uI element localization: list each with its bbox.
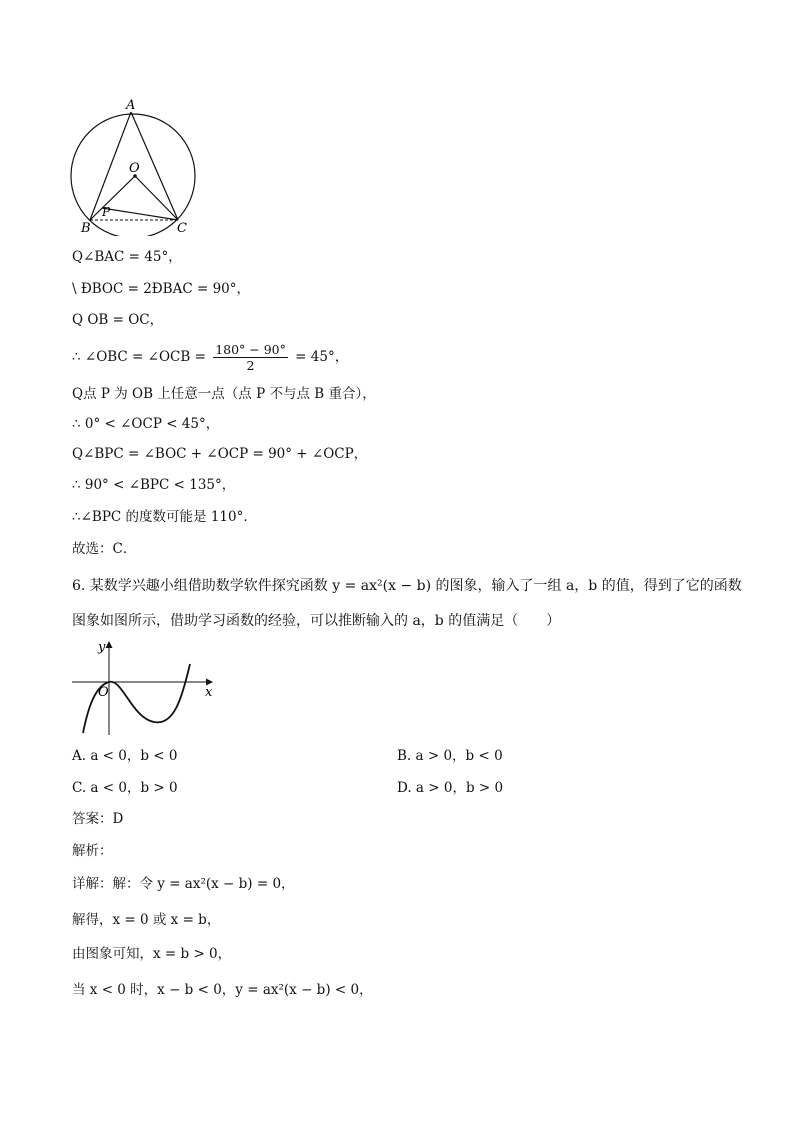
label-B: B [81,221,91,236]
solution-line-2: \ ÐBOC = 2ÐBAC = 90°， [72,281,251,297]
detail-line-1: 详解：解：令 y = ax²(x − b) = 0， [72,876,295,892]
solution-line-4-suffix: = 45°， [295,349,349,365]
option-B: B. a > 0，b < 0 [397,748,503,764]
answer-line: 答案：D [72,811,124,827]
solution-line-8: ∴ 90° < ∠BPC < 135°， [72,477,236,493]
solution-line-1: Q∠BAC = 45°， [72,249,182,265]
label-O: O [129,161,140,176]
segment-OC [135,176,178,220]
detail-line-4: 当 x < 0 时，x − b < 0，y = ax²(x − b) < 0， [72,982,373,998]
solution-line-3: Q OB = OC， [72,312,164,328]
solution-line-4-prefix: ∴ ∠OBC = ∠OCB = [72,349,206,365]
label-x: x [205,685,213,700]
function-graph-figure [70,638,220,738]
solution-line-6: ∴ 0° < ∠OCP < 45°， [72,416,220,432]
solution-line-9: ∴∠BPC 的度数可能是 110°． [72,509,257,525]
solution-line-5: Q点 P 为 OB 上任意一点（点 P 不与点 B 重合）， [72,386,376,402]
solution-line-7: Q∠BPC = ∠BOC + ∠OCP = 90° + ∠OCP， [72,446,368,462]
solution-line-4 [72,340,348,374]
question-6-line-2: 图象如图所示，借助学习函数的经验，可以推断输入的 a，b 的值满足（ ） [72,613,561,629]
analysis-heading: 解析： [72,843,113,859]
label-O: O [98,685,109,700]
segment-PC [102,208,178,220]
option-A: A. a < 0，b < 0 [72,748,178,764]
option-D: D. a > 0，b > 0 [397,780,504,796]
question-6-line-1: 6. 某数学兴趣小组借助数学软件探究函数 y = ax²(x − b) 的图象，输入了一组 a，b 的值，得到了它的函数 [72,578,742,594]
fraction-denominator: 2 [246,358,255,373]
label-C: C [177,221,187,236]
label-P: P [102,205,111,219]
detail-line-2: 解得，x = 0 或 x = b， [72,912,221,928]
fraction [213,342,288,373]
segment-AB [90,112,131,220]
detail-line-3: 由图象可知，x = b > 0， [72,946,232,962]
fraction-numerator: 180° − 90° [215,342,286,357]
segment-OB [90,176,135,220]
solution-line-10: 故选：C． [72,541,137,557]
circle-triangle-figure [66,96,206,236]
option-C: C. a < 0，b > 0 [72,780,178,796]
label-y: y [98,640,106,655]
label-A: A [126,98,136,113]
